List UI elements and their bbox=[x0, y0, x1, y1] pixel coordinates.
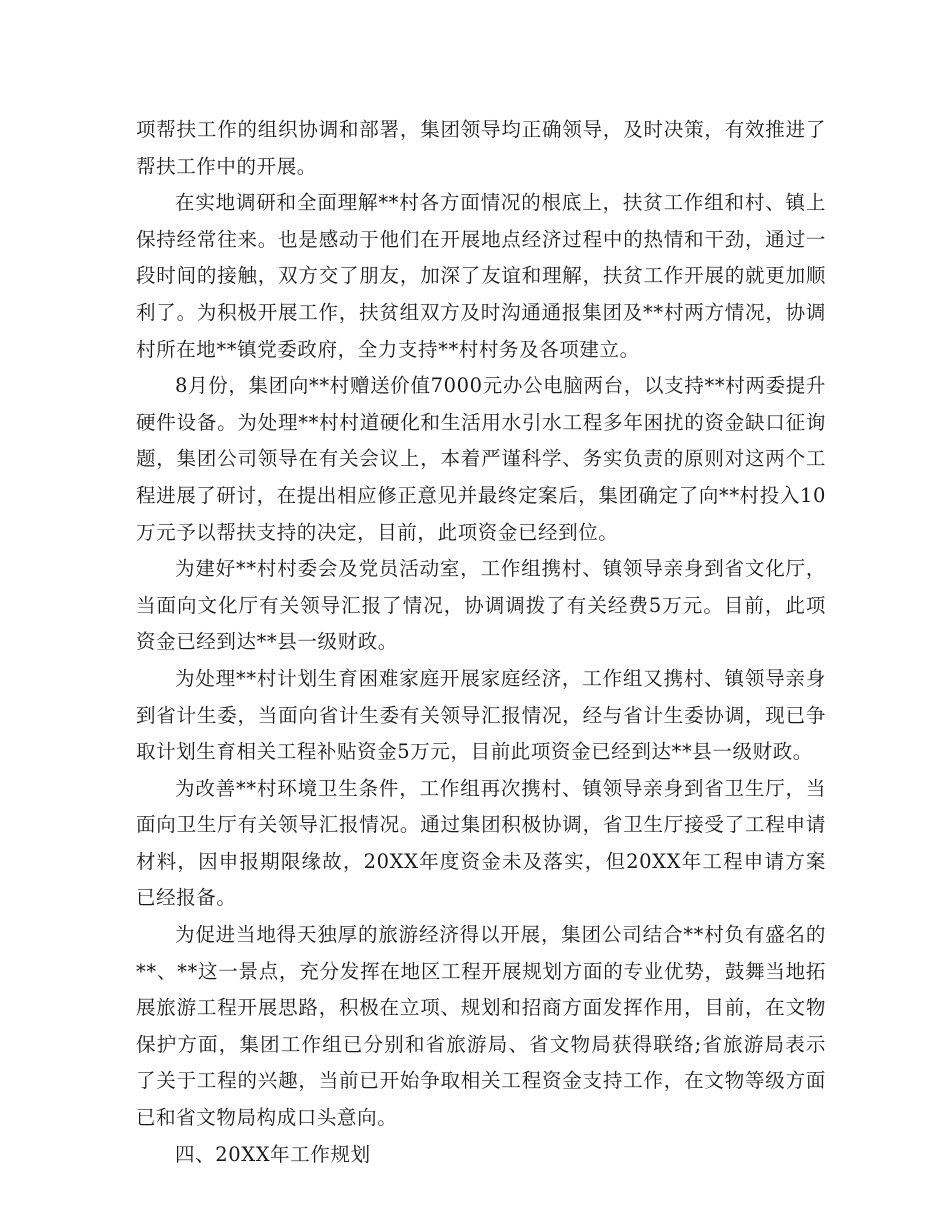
paragraph-5: 为处理**村计划生育困难家庭开展家庭经济，工作组又携村、镇领导亲身到省计生委，当面向省计生委有关领导汇报情况，经与省计生委协调，现已争取计划生育相关工程补贴资金5万元，目前此项资金已经到达**县一级财政。 bbox=[136, 666, 826, 764]
paragraph-7: 为促进当地得天独厚的旅游经济得以开展，集团公司结合**村负有盛名的**、**这一景点，充分发挥在地区工程开展规划方面的专业优势，鼓舞当地拓展旅游工程开展思路，积极在立项、规划和招商方面发挥作用，目前，在文物保护方面，集团工作组已分别和省旅游局、省文物局获得联络;省旅游局表示了关于工程的兴趣，当前已开始争取相关工程资金支持工作，在文物等级方面已和省文物局构成口头意向。 bbox=[136, 923, 826, 1130]
paragraph-1: 项帮扶工作的组织协调和部署，集团领导均正确领导，及时决策，有效推进了帮扶工作中的开展。 bbox=[136, 118, 826, 178]
paragraph-6: 为改善**村环境卫生条件，工作组再次携村、镇领导亲身到省卫生厅，当面向卫生厅有关领导汇报情况。通过集团积极协调，省卫生厅接受了工程申请材料，因申报期限缘故，20XX年度资金未及落实，但20XX年工程申请方案已经报备。 bbox=[136, 776, 826, 910]
paragraph-3: 8月份，集团向**村赠送价值7000元办公电脑两台，以支持**村两委提升硬件设备。为处理**村村道硬化和生活用水引水工程多年困扰的资金缺口征询题，集团公司领导在有关会议上，本着严谨科学、务实负责的原则对这两个工程进展了研讨，在提出相应修正意见并最终定案后，集团确定了向**村投入10万元予以帮扶支持的决定，目前，此项资金已经到位。 bbox=[136, 374, 826, 544]
paragraph-4: 为建好**村村委会及党员活动室，工作组携村、镇领导亲身到省文化厅，当面向文化厅有关领导汇报了情况，协调调拨了有关经费5万元。目前，此项资金已经到达**县一级财政。 bbox=[136, 557, 826, 654]
document-body bbox=[136, 112, 826, 1173]
paragraph-2: 在实地调研和全面理解**村各方面情况的根底上，扶贫工作组和村、镇上保持经常往来。也是感动于他们在开展地点经济过程中的热情和干劲，通过一段时间的接触，双方交了朋友，加深了友谊和理解，扶贫工作开展的就更加顺利了。为积极开展工作，扶贫组双方及时沟通通报集团及**村两方情况，协调村所在地**镇党委政府，全力支持**村村务及各项建立。 bbox=[136, 191, 826, 361]
section-heading: 四、20XX年工作规划 bbox=[175, 1142, 371, 1166]
